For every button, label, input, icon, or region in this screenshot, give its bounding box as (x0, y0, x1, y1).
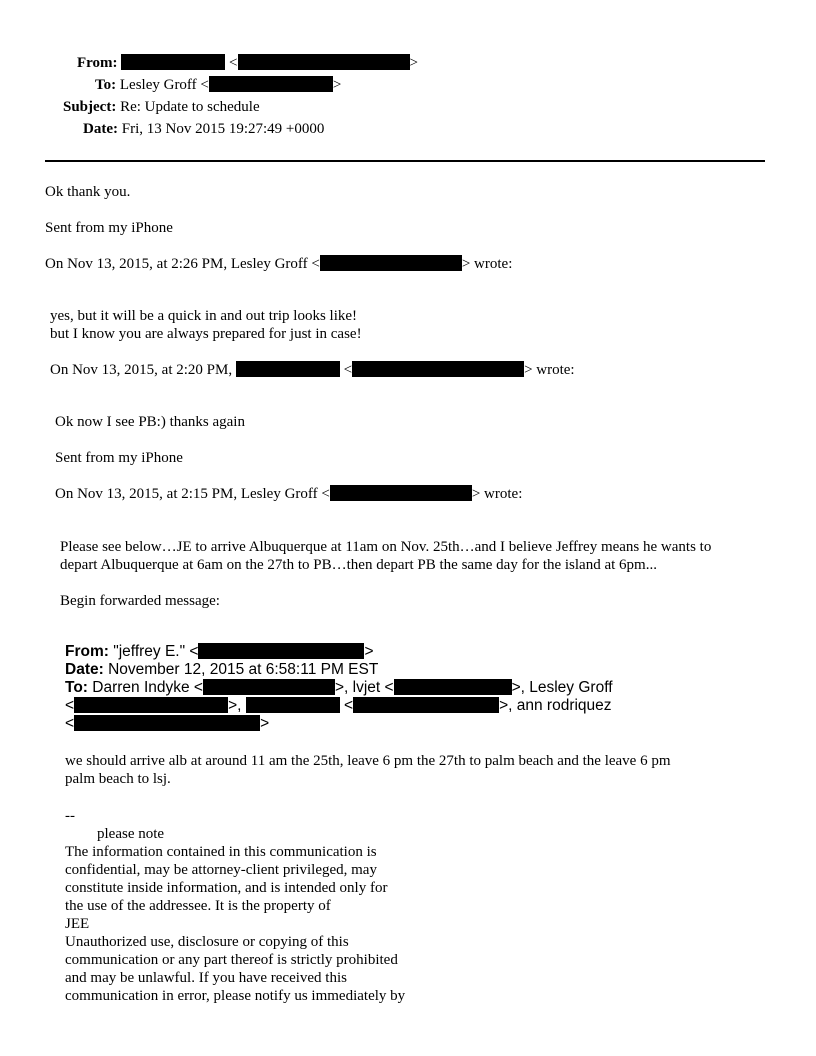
quote-1-line-1: yes, but it will be a quick in and out trip looks like! (50, 308, 358, 324)
redacted-fwd-to-email-5 (74, 715, 260, 731)
quote-3-line-2: depart Albuquerque at 6am on the 27th to PB…then depart PB the same day for the island at 6pm... (60, 557, 657, 573)
wrote-line-1-suffix: > wrote: (461, 256, 513, 272)
redacted-fwd-from-email (198, 643, 364, 659)
date-row (83, 120, 324, 138)
signature-note: please note (97, 826, 165, 842)
wrote-line-2-suffix: > wrote: (524, 362, 575, 378)
redacted-sender-name (121, 54, 225, 70)
fwd-from-name: "jeffrey E." < (113, 643, 199, 660)
redacted-sender-email (238, 54, 410, 70)
wrote-line-3-prefix: On Nov 13, 2015, at 2:15 PM, Lesley Groff < (55, 486, 330, 502)
disclaimer-line: Unauthorized use, disclosure or copying of this (65, 934, 349, 950)
wrote-line-1-prefix: On Nov 13, 2015, at 2:26 PM, Lesley Groff < (45, 256, 320, 272)
disclaimer-line: communication in error, please notify us immediately by (65, 988, 406, 1004)
subject-label: Subject: (63, 99, 117, 115)
fwd-date-label: Date: (65, 661, 104, 678)
fwd-to-label: To: (65, 679, 88, 696)
redacted-email-3 (330, 485, 472, 501)
header-divider (45, 160, 765, 162)
fwd-date-text: November 12, 2015 at 6:58:11 PM EST (108, 661, 379, 678)
disclaimer-line: the use of the addressee. It is the property of (65, 898, 331, 914)
fwd-from-row: From: "jeffrey E." < > (65, 643, 374, 660)
subject-text: Re: Update to schedule (120, 99, 260, 115)
reply-text-2: Ok now I see PB:) thanks again (55, 414, 245, 430)
redacted-fwd-to-email-4 (353, 697, 499, 713)
fwd-to-part-1: Darren Indyke < (92, 679, 203, 696)
sent-from-2: Sent from my iPhone (55, 450, 183, 466)
fwd-to-part-3: >, Lesley Groff (511, 679, 613, 696)
wrote-line-3 (55, 485, 522, 503)
forwarded-message-label: Begin forwarded message: (60, 593, 220, 609)
fwd-to-row-2: < >, < >, ann rodriquez (65, 697, 612, 714)
redacted-fwd-to-email-2 (394, 679, 512, 695)
redacted-fwd-to-email-1 (203, 679, 335, 695)
date-text: Fri, 13 Nov 2015 19:27:49 +0000 (121, 121, 325, 137)
disclaimer-line: communication or any part thereof is strictly prohibited (65, 952, 398, 968)
fwd-to-part-2: >, lvjet < (334, 679, 394, 696)
quote-3-line-1: Please see below…JE to arrive Albuquerque at 11am on Nov. 25th…and I believe Jeffrey means he wants to (60, 539, 712, 555)
redacted-name-2 (236, 361, 340, 377)
wrote-line-2: On Nov 13, 2015, at 2:20 PM, < > wrote: (50, 362, 575, 378)
from-label: From: (77, 55, 118, 71)
to-label: To: (95, 77, 117, 93)
fwd-to-row-1 (65, 679, 613, 697)
fwd-date-row (65, 661, 378, 679)
fwd-body-line-2: palm beach to lsj. (65, 771, 171, 787)
sent-from-1: Sent from my iPhone (45, 220, 173, 236)
disclaimer-line: The information contained in this communication is (65, 844, 377, 860)
fwd-from-label: From: (65, 643, 109, 660)
reply-text-1: Ok thank you. (45, 184, 131, 200)
subject-row (63, 98, 260, 116)
disclaimer-line: confidential, may be attorney-client privileged, may (65, 862, 377, 878)
disclaimer-line: JEE (65, 916, 90, 932)
disclaimer-line: and may be unlawful. If you have received this (65, 970, 347, 986)
redacted-fwd-to-email-3 (74, 697, 228, 713)
wrote-line-3-suffix: > wrote: (471, 486, 523, 502)
fwd-to-row-3: < > (65, 715, 270, 732)
redacted-email-1 (320, 255, 462, 271)
fwd-body-line-1: we should arrive alb at around 11 am the 25th, leave 6 pm the 27th to palm beach and the leave 6 pm (65, 753, 671, 769)
signature-dashes: -- (65, 808, 75, 824)
redacted-to-email (209, 76, 333, 92)
quote-1-line-2: but I know you are always prepared for just in case! (50, 326, 362, 342)
redacted-fwd-to-name-4 (246, 697, 340, 713)
wrote-line-1 (45, 255, 512, 273)
date-label: Date: (83, 121, 118, 137)
to-row: To: Lesley Groff < > (95, 77, 342, 93)
to-name: Lesley Groff (119, 77, 197, 93)
fwd-to-part-4: >, ann rodriquez (499, 697, 612, 714)
redacted-email-2 (352, 361, 524, 377)
wrote-line-2-prefix: On Nov 13, 2015, at 2:20 PM, (50, 362, 233, 378)
disclaimer-line: constitute inside information, and is intended only for (65, 880, 388, 896)
from-row: From: < > (77, 55, 418, 71)
